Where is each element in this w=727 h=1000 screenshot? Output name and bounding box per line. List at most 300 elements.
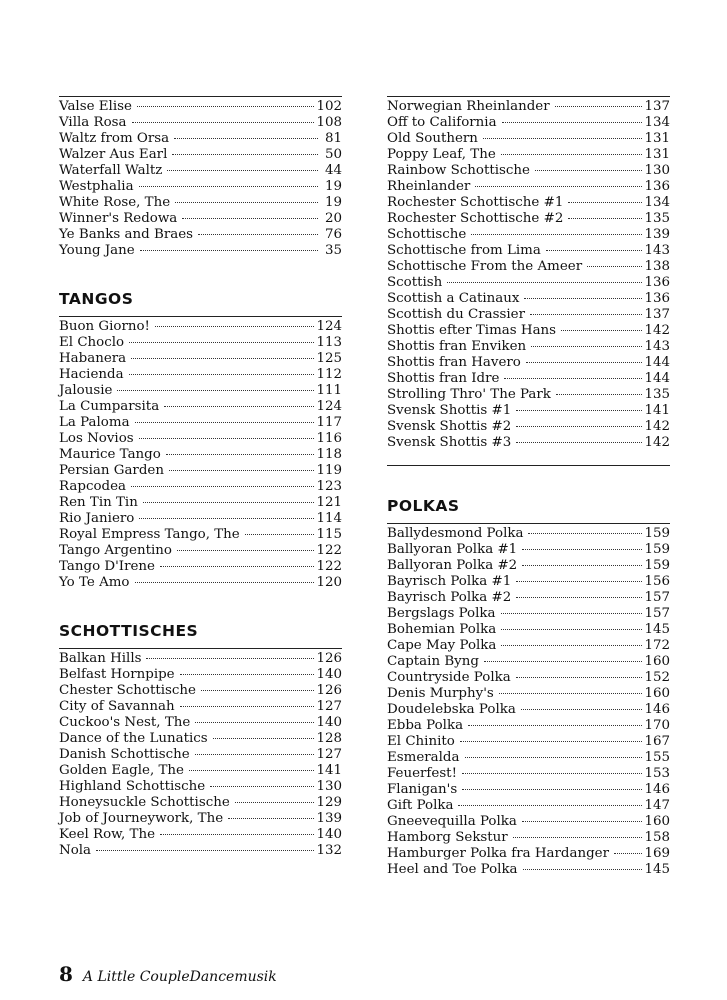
index-entry	[59, 715, 342, 731]
dot-leader	[180, 673, 315, 675]
entry-page-number: 50	[324, 147, 342, 162]
index-entry	[59, 211, 342, 227]
dot-leader	[460, 740, 643, 742]
entry-page-number: 143	[644, 243, 670, 258]
dot-leader	[501, 612, 643, 614]
entry-page-number: 126	[316, 651, 342, 666]
entry-title: Honeysuckle Schottische	[59, 795, 230, 810]
index-entry	[59, 147, 342, 163]
entry-page-number: 115	[316, 527, 342, 542]
entry-title: Golden Eagle, The	[59, 763, 184, 778]
dot-leader	[137, 105, 315, 107]
right-column	[387, 96, 670, 878]
dot-leader	[135, 421, 315, 423]
index-entry	[387, 147, 670, 163]
entry-title: La Cumparsita	[59, 399, 160, 414]
dot-leader	[516, 596, 642, 598]
entry-title: Cape May Polka	[387, 638, 497, 653]
dot-leader	[475, 185, 642, 187]
index-entry	[387, 339, 670, 355]
entry-page-number: 111	[316, 383, 342, 398]
index-entry	[59, 667, 342, 683]
entry-page-number: 141	[644, 403, 670, 418]
dot-leader	[555, 105, 643, 107]
entry-title: Ballyoran Polka #1	[387, 542, 518, 557]
entry-title: Feuerfest!	[387, 766, 457, 781]
dot-leader	[513, 836, 643, 838]
index-entry	[387, 526, 670, 542]
index-entry	[387, 830, 670, 846]
entry-page-number: 112	[316, 367, 342, 382]
dot-leader	[146, 657, 314, 659]
dot-leader	[139, 517, 314, 519]
entry-title: Tango D'Irene	[59, 559, 155, 574]
entry-title: Villa Rosa	[59, 115, 127, 130]
index-entry	[59, 415, 342, 431]
section-heading-tangos: TANGOS	[59, 290, 134, 308]
dot-leader	[526, 361, 643, 363]
index-entry	[59, 651, 342, 667]
entry-title: Buon Giorno!	[59, 319, 150, 334]
index-entry	[387, 654, 670, 670]
entry-title: Old Southern	[387, 131, 478, 146]
dot-leader	[484, 660, 643, 662]
entry-title: Ballyoran Polka #2	[387, 558, 518, 573]
index-entry	[59, 243, 342, 259]
dot-leader	[458, 804, 642, 806]
entry-title: Maurice Tango	[59, 447, 161, 462]
dot-leader	[174, 137, 318, 139]
entry-page-number: 135	[644, 211, 670, 226]
entry-title: Job of Journeywork, The	[59, 811, 224, 826]
index-entry	[387, 782, 670, 798]
section-heading-polkas: POLKAS	[387, 497, 460, 515]
entry-page-number: 144	[644, 355, 670, 370]
entry-page-number: 120	[316, 575, 342, 590]
index-entry	[59, 319, 342, 335]
dot-leader	[516, 441, 642, 443]
entry-title: Young Jane	[59, 243, 135, 258]
dot-leader	[546, 249, 643, 251]
index-entry	[387, 750, 670, 766]
entry-page-number: 134	[644, 195, 670, 210]
dot-leader	[155, 325, 315, 327]
entry-page-number: 76	[324, 227, 342, 242]
index-entry	[387, 323, 670, 339]
dot-leader	[462, 772, 642, 774]
entry-title: Rapcodea	[59, 479, 126, 494]
index-entry	[387, 163, 670, 179]
entry-title: Svensk Shottis #1	[387, 403, 512, 418]
dot-leader	[516, 409, 642, 411]
book-title: A Little CoupleDancemusik	[82, 969, 277, 985]
entry-title: La Paloma	[59, 415, 130, 430]
entry-page-number: 131	[644, 147, 670, 162]
dot-leader	[561, 329, 642, 331]
entry-page-number: 172	[644, 638, 670, 653]
entry-title: City of Savannah	[59, 699, 175, 714]
entry-title: Countryside Polka	[387, 670, 511, 685]
index-entry	[59, 527, 342, 543]
entry-page-number: 102	[316, 99, 342, 114]
dot-leader	[614, 852, 642, 854]
entry-title: Balkan Hills	[59, 651, 142, 666]
index-entry	[387, 275, 670, 291]
entry-title: Shottis fran Idre	[387, 371, 500, 386]
dot-leader	[587, 265, 642, 267]
entry-page-number: 136	[644, 291, 670, 306]
entry-title: Waterfall Waltz	[59, 163, 163, 178]
index-entry	[387, 243, 670, 259]
dot-leader	[180, 705, 315, 707]
entry-page-number: 146	[644, 782, 670, 797]
dot-leader	[129, 341, 314, 343]
entry-title: Flanigan's	[387, 782, 458, 797]
entry-title: Belfast Hornpipe	[59, 667, 175, 682]
entry-page-number: 125	[316, 351, 342, 366]
dot-leader	[139, 185, 318, 187]
entry-page-number: 141	[316, 763, 342, 778]
entry-page-number: 108	[316, 115, 342, 130]
entry-title: Rainbow Schottische	[387, 163, 530, 178]
index-entry	[59, 115, 342, 131]
index-entry	[387, 259, 670, 275]
dot-leader	[235, 801, 315, 803]
index-entry	[387, 702, 670, 718]
dot-leader	[245, 533, 315, 535]
dot-leader	[516, 676, 643, 678]
entry-page-number: 157	[644, 606, 670, 621]
index-entry	[387, 734, 670, 750]
schottisches-continued-list	[387, 99, 670, 451]
entry-title: Westphalia	[59, 179, 134, 194]
entry-title: Keel Row, The	[59, 827, 156, 842]
entry-page-number: 160	[644, 686, 670, 701]
waltz-continued-list	[59, 99, 342, 259]
index-entry	[387, 419, 670, 435]
section-rule-tangos	[59, 316, 342, 317]
entry-title: Habanera	[59, 351, 127, 366]
entry-page-number: 44	[324, 163, 342, 178]
index-entry	[59, 447, 342, 463]
entry-title: El Choclo	[59, 335, 125, 350]
entry-page-number: 35	[324, 243, 342, 258]
index-entry	[387, 590, 670, 606]
entry-title: Schottische from Lima	[387, 243, 541, 258]
index-entry	[387, 195, 670, 211]
entry-page-number: 142	[644, 323, 670, 338]
polkas-list	[387, 526, 670, 878]
index-entry	[387, 638, 670, 654]
entry-page-number: 159	[644, 526, 670, 541]
index-entry	[387, 131, 670, 147]
entry-title: Rochester Schottische #2	[387, 211, 564, 226]
index-entry	[59, 843, 342, 859]
dot-leader	[172, 153, 318, 155]
entry-title: Dance of the Lunatics	[59, 731, 208, 746]
dot-leader	[228, 817, 314, 819]
entry-page-number: 20	[324, 211, 342, 226]
entry-title: Gift Polka	[387, 798, 454, 813]
entry-page-number: 135	[644, 387, 670, 402]
index-entry	[387, 291, 670, 307]
entry-title: Captain Byng	[387, 654, 479, 669]
entry-page-number: 137	[644, 307, 670, 322]
dot-leader	[528, 532, 642, 534]
index-entry	[59, 559, 342, 575]
entry-page-number: 146	[644, 702, 670, 717]
index-entry	[59, 367, 342, 383]
entry-title: Shottis fran Havero	[387, 355, 521, 370]
dot-leader	[556, 393, 643, 395]
dot-leader	[499, 692, 643, 694]
entry-title: Heel and Toe Polka	[387, 862, 518, 877]
index-entry	[59, 179, 342, 195]
index-entry	[59, 195, 342, 211]
dot-leader	[132, 121, 315, 123]
dot-leader	[522, 564, 642, 566]
schottisches-list	[59, 651, 342, 859]
entry-page-number: 127	[316, 699, 342, 714]
entry-page-number: 167	[644, 734, 670, 749]
dot-leader	[160, 565, 314, 567]
dot-leader	[167, 169, 318, 171]
entry-title: Ren Tin Tin	[59, 495, 138, 510]
entry-title: White Rose, The	[59, 195, 171, 210]
index-entry	[59, 811, 342, 827]
index-entry	[59, 463, 342, 479]
index-entry	[387, 718, 670, 734]
index-entry	[59, 431, 342, 447]
dot-leader	[182, 217, 318, 219]
dot-leader	[521, 708, 643, 710]
dot-leader	[462, 788, 642, 790]
index-entry	[59, 163, 342, 179]
index-entry	[387, 766, 670, 782]
entry-title: Tango Argentino	[59, 543, 172, 558]
entry-page-number: 123	[316, 479, 342, 494]
index-entry	[387, 542, 670, 558]
entry-page-number: 129	[316, 795, 342, 810]
index-entry	[387, 814, 670, 830]
dot-leader	[139, 437, 315, 439]
index-entry	[387, 435, 670, 451]
dot-leader	[502, 121, 643, 123]
entry-title: Yo Te Amo	[59, 575, 130, 590]
entry-page-number: 153	[644, 766, 670, 781]
index-entry	[387, 179, 670, 195]
entry-page-number: 142	[644, 435, 670, 450]
entry-title: Rochester Schottische #1	[387, 195, 564, 210]
entry-page-number: 122	[316, 559, 342, 574]
entry-title: Bayrisch Polka #2	[387, 590, 512, 605]
index-entry	[59, 227, 342, 243]
index-entry	[387, 670, 670, 686]
index-entry	[387, 371, 670, 387]
index-entry	[59, 511, 342, 527]
entry-page-number: 140	[316, 715, 342, 730]
index-entry	[387, 574, 670, 590]
entry-title: Valse Elise	[59, 99, 132, 114]
entry-title: Denis Murphy's	[387, 686, 494, 701]
entry-page-number: 140	[316, 667, 342, 682]
entry-page-number: 114	[316, 511, 342, 526]
entry-title: Rheinlander	[387, 179, 471, 194]
dot-leader	[140, 249, 318, 251]
dot-leader	[504, 377, 642, 379]
dot-leader	[522, 820, 643, 822]
index-entry	[59, 131, 342, 147]
entry-page-number: 160	[644, 814, 670, 829]
entry-title: Highland Schottische	[59, 779, 206, 794]
entry-page-number: 117	[316, 415, 342, 430]
dot-leader	[131, 485, 314, 487]
entry-page-number: 145	[644, 862, 670, 877]
entry-title: Rio Janiero	[59, 511, 135, 526]
index-entry	[59, 495, 342, 511]
dot-leader	[483, 137, 643, 139]
dot-leader	[465, 756, 643, 758]
entry-page-number: 139	[644, 227, 670, 242]
entry-page-number: 159	[644, 542, 670, 557]
column-top-rule	[387, 96, 670, 97]
index-entry	[387, 846, 670, 862]
index-entry	[387, 387, 670, 403]
entry-title: Bergslags Polka	[387, 606, 496, 621]
section-rule-polkas	[387, 523, 670, 524]
entry-page-number: 132	[316, 843, 342, 858]
dot-leader	[516, 425, 642, 427]
index-entry	[59, 383, 342, 399]
entry-title: Svensk Shottis #3	[387, 435, 512, 450]
index-entry	[59, 763, 342, 779]
dot-leader	[524, 297, 642, 299]
index-entry	[59, 479, 342, 495]
entry-page-number: 136	[644, 179, 670, 194]
dot-leader	[189, 769, 314, 771]
index-entry	[387, 99, 670, 115]
entry-title: Svensk Shottis #2	[387, 419, 512, 434]
entry-page-number: 143	[644, 339, 670, 354]
entry-title: Poppy Leaf, The	[387, 147, 496, 162]
entry-title: Gneevequilla Polka	[387, 814, 517, 829]
index-entry	[59, 399, 342, 415]
entry-title: Waltz from Orsa	[59, 131, 170, 146]
entry-title: Jalousie	[59, 383, 113, 398]
entry-page-number: 126	[316, 683, 342, 698]
dot-leader	[166, 453, 315, 455]
entry-page-number: 130	[644, 163, 670, 178]
column-top-rule	[59, 96, 342, 97]
index-entry	[387, 403, 670, 419]
index-entry	[59, 575, 342, 591]
dot-leader	[468, 724, 642, 726]
dot-leader	[501, 628, 642, 630]
dot-leader	[195, 721, 314, 723]
entry-title: Nola	[59, 843, 92, 858]
index-entry	[387, 622, 670, 638]
entry-page-number: 142	[644, 419, 670, 434]
entry-title: Hamburger Polka fra Hardanger	[387, 846, 610, 861]
entry-title: Off to California	[387, 115, 497, 130]
left-column	[59, 96, 342, 859]
index-entry	[59, 795, 342, 811]
dot-leader	[129, 373, 315, 375]
entry-page-number: 122	[316, 543, 342, 558]
entry-page-number: 144	[644, 371, 670, 386]
entry-title: Hamborg Sekstur	[387, 830, 508, 845]
entry-title: Ebba Polka	[387, 718, 464, 733]
entry-title: Danish Schottische	[59, 747, 190, 762]
entry-page-number: 159	[644, 558, 670, 573]
dot-leader	[535, 169, 642, 171]
entry-page-number: 157	[644, 590, 670, 605]
index-entry	[387, 227, 670, 243]
dot-leader	[530, 313, 642, 315]
dot-leader	[523, 868, 643, 870]
index-entry	[59, 827, 342, 843]
dot-leader	[210, 785, 314, 787]
dot-leader	[143, 501, 315, 503]
dot-leader	[568, 217, 642, 219]
entry-page-number: 170	[644, 718, 670, 733]
entry-page-number: 116	[316, 431, 342, 446]
dot-leader	[160, 833, 314, 835]
entry-title: Bohemian Polka	[387, 622, 497, 637]
entry-page-number: 121	[316, 495, 342, 510]
entry-page-number: 152	[644, 670, 670, 685]
dot-leader	[213, 737, 315, 739]
entry-page-number: 139	[316, 811, 342, 826]
page-number: 8	[59, 962, 73, 986]
entry-title: Hacienda	[59, 367, 124, 382]
entry-title: Scottish a Catinaux	[387, 291, 520, 306]
dot-leader	[568, 201, 642, 203]
entry-title: Walzer Aus Earl	[59, 147, 168, 162]
entry-page-number: 124	[316, 399, 342, 414]
index-entry	[59, 543, 342, 559]
entry-title: Schottische	[387, 227, 467, 242]
dot-leader	[522, 548, 642, 550]
entry-title: Persian Garden	[59, 463, 164, 478]
index-entry	[387, 115, 670, 131]
page-footer	[59, 962, 277, 986]
entry-page-number: 140	[316, 827, 342, 842]
entry-title: Los Novios	[59, 431, 134, 446]
entry-title: Esmeralda	[387, 750, 460, 765]
entry-page-number: 134	[644, 115, 670, 130]
entry-page-number: 113	[316, 335, 342, 350]
dot-leader	[198, 233, 318, 235]
entry-title: Bayrisch Polka #1	[387, 574, 512, 589]
dot-leader	[177, 549, 315, 551]
entry-title: Scottish	[387, 275, 443, 290]
dot-leader	[501, 153, 643, 155]
entry-title: Schottische From the Ameer	[387, 259, 583, 274]
section-heading-schottisches: SCHOTTISCHES	[59, 622, 199, 640]
entry-page-number: 145	[644, 622, 670, 637]
index-entry	[387, 211, 670, 227]
entry-page-number: 136	[644, 275, 670, 290]
entry-title: El Chinito	[387, 734, 455, 749]
entry-title: Winner's Redowa	[59, 211, 178, 226]
tangos-list	[59, 319, 342, 591]
entry-title: Shottis efter Timas Hans	[387, 323, 557, 338]
section-rule-schottisches	[59, 648, 342, 649]
entry-title: Chester Schottische	[59, 683, 196, 698]
entry-page-number: 131	[644, 131, 670, 146]
index-entry	[387, 558, 670, 574]
